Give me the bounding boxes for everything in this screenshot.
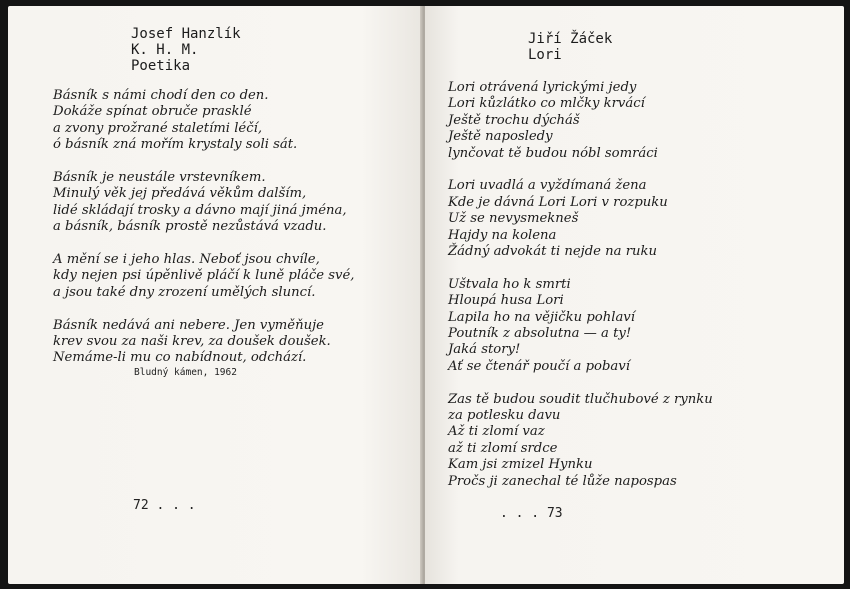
poem-line: a básník, básník prostě nezůstává vzadu.: [53, 219, 327, 235]
poem-line: kdy nejen psi úpěnlivě pláčí k luně pláče své,: [53, 268, 355, 284]
poem-line: Hajdy na kolena: [448, 227, 557, 243]
poem-line: za potlesku davu: [448, 408, 561, 424]
poem-line: a zvony prožrané staletími léčí,: [53, 120, 263, 136]
poem-line: Kam jsi zmizel Hynku: [448, 457, 593, 473]
stanza: [448, 392, 713, 490]
poem-line: Žádný advokát ti nejde na ruku: [448, 244, 658, 260]
left-header: [131, 26, 241, 74]
poem-line: Básník s námi chodí den co den.: [53, 88, 269, 103]
poem-line: krev svou za naši krev, za doušek doušek.: [53, 334, 331, 350]
poem-line: Básník je neustále vrstevníkem.: [53, 170, 266, 186]
poem-line: Až ti zlomí vaz: [448, 424, 545, 440]
poem-line: Minulý věk jej předává věkům dalším,: [53, 186, 307, 202]
poem-line: až ti zlomí srdce: [448, 440, 558, 456]
stanza: [53, 318, 355, 367]
poem-line: Kde je dávná Lori Lori v rozpuku: [448, 194, 668, 210]
poem-line: Ještě naposledy: [448, 129, 553, 145]
poem-line: Nemáme-li mu co nabídnout, odchází.: [53, 350, 307, 366]
poem-line: Hloupá husa Lori: [448, 293, 564, 309]
poem-line: Dokáže spínat obruče prasklé: [53, 104, 252, 120]
stanza: [53, 170, 355, 236]
poem-line: Uštvala ho k smrti: [448, 276, 571, 292]
stanza: [53, 252, 355, 301]
stanza: [53, 88, 355, 154]
poem-line: Lapila ho na vějičku pohlaví: [448, 309, 635, 325]
author-name: Josef Hanzlík: [131, 26, 241, 42]
poem-title: Poetika: [131, 58, 191, 74]
stanza: [448, 277, 713, 375]
poem-line: Jaká story!: [448, 342, 521, 358]
poem-title: Lori: [528, 47, 562, 63]
poem-source: Bludný kámen, 1962: [134, 367, 237, 378]
stanza: [448, 178, 713, 260]
page-number-left: 72 . . .: [133, 498, 196, 513]
poem-line: Lori kůzlátko co mlčky krvácí: [448, 96, 645, 112]
poem-line: lynčovat tě budou nóbl somráci: [448, 145, 658, 161]
poem-dedication: K. H. M.: [131, 42, 199, 58]
poem-line: A mění se i jeho hlas. Neboť jsou chvíle,: [53, 252, 320, 268]
poem-line: Už se nevysmekneš: [448, 211, 579, 227]
right-header: [528, 31, 612, 63]
poem-line: a jsou také dny zrození umělých sluncí.: [53, 284, 316, 300]
poem-line: ó básník zná mořím krystaly soli sát.: [53, 137, 298, 153]
poem-line: Básník nedává ani nebere. Jen vyměňuje: [53, 317, 324, 333]
poem-line: Zas tě budou soudit tlučhubové z rynku: [448, 391, 713, 407]
author-name: Jiří Žáček: [528, 31, 613, 47]
poem-line: Lori otrávená lyrickými jedy: [448, 80, 637, 95]
poem-line: Ať se čtenář poučí a pobaví: [448, 358, 630, 374]
poem-line: lidé skládají trosky a dávno mají jiná jména,: [53, 202, 347, 218]
poem-line: Poutník z absolutna — a ty!: [448, 326, 632, 342]
stanza: [448, 80, 713, 162]
right-poem: [448, 80, 713, 507]
poem-line: Lori uvadlá a vyždímaná žena: [448, 178, 647, 194]
page-number-right: . . . 73: [500, 506, 563, 521]
poem-line: Pročs ji zanechal té lůže napospas: [448, 473, 677, 489]
poem-line: Ještě trochu dýcháš: [448, 112, 580, 128]
left-poem: [53, 88, 355, 383]
